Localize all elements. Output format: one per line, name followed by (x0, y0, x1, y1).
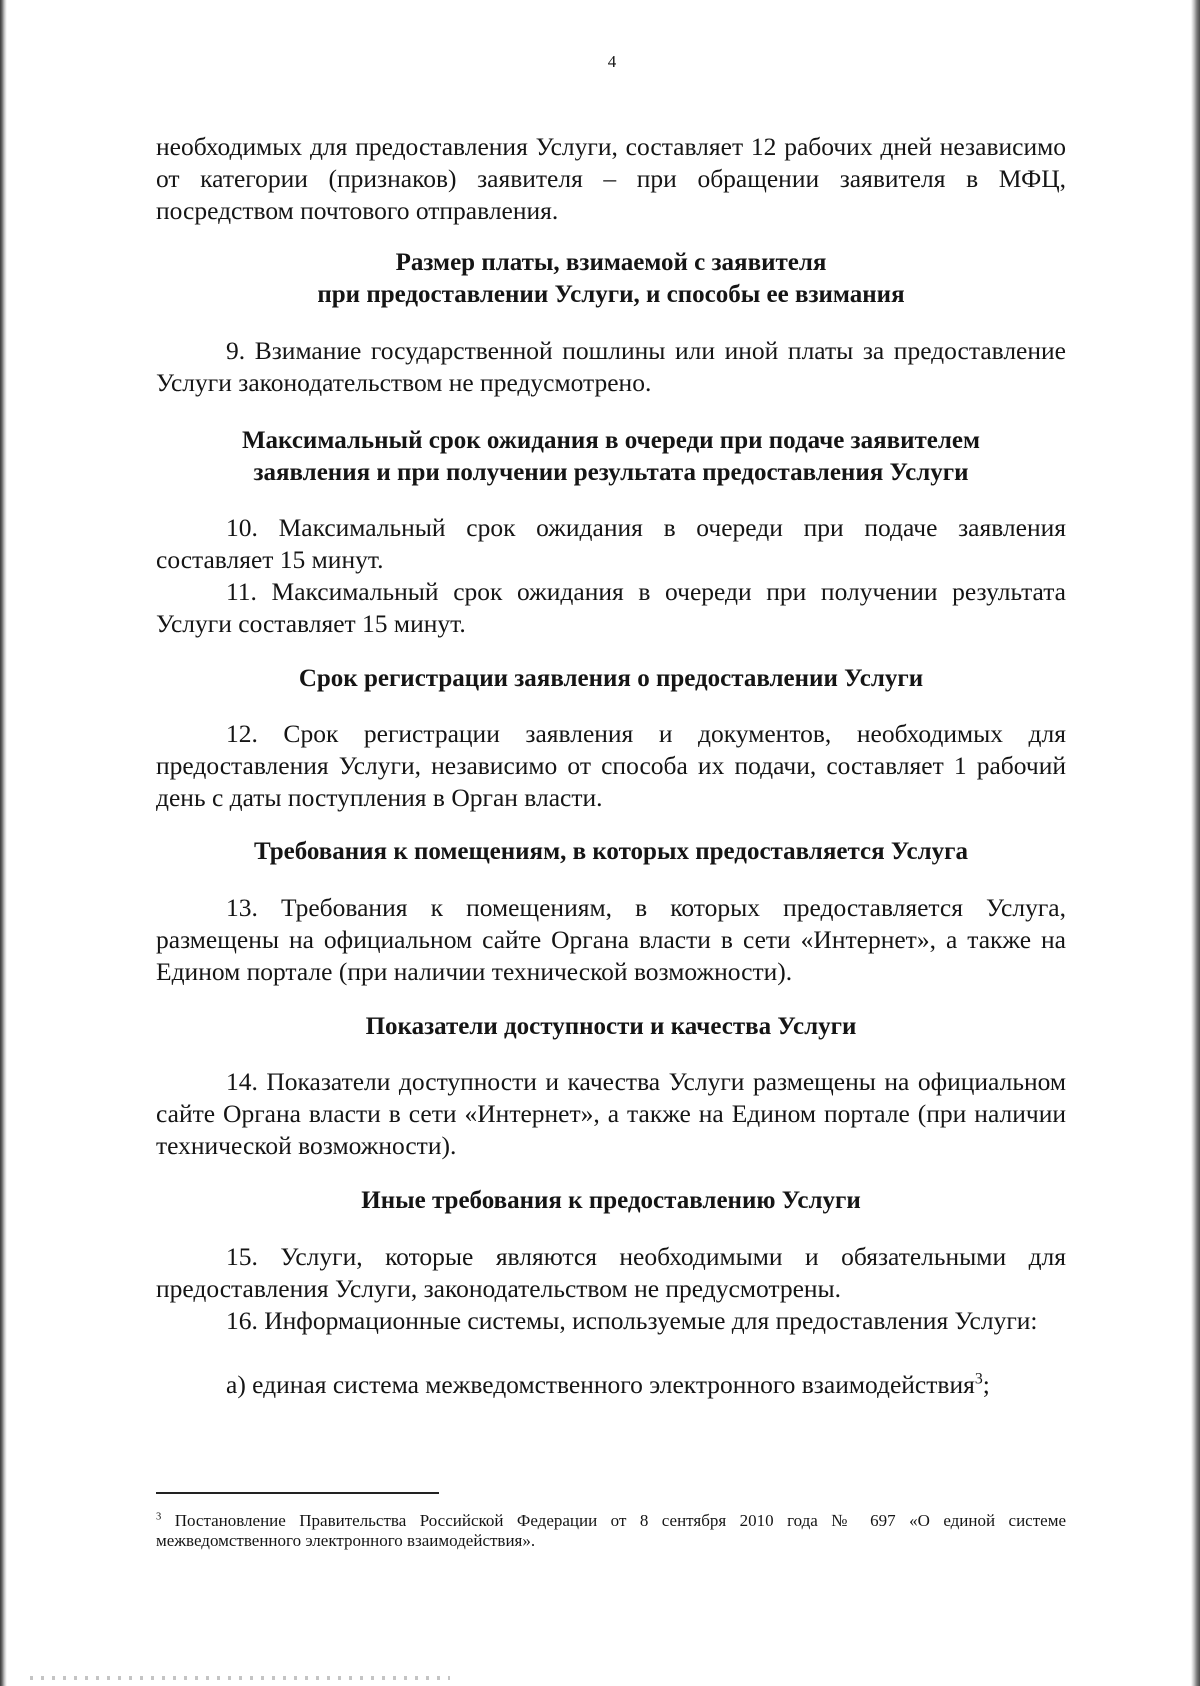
paragraph-12: 12. Срок регистрации заявления и документов, необходимых для предоставления Услуги, независимо от способа их подачи, составляет 1 рабочий день с даты поступления в Орган власти. (156, 719, 1066, 812)
paragraph-16a-end: ; (982, 1370, 990, 1399)
intro-paragraph: необходимых для предоставления Услуги, составляет 12 рабочих дней независимо от категории (признаков) заявителя – при обращении заявителя в МФЦ, посредством почтового отправления. (156, 132, 1066, 225)
paragraph-16: 16. Информационные системы, используемые для предоставления Услуги: (226, 1306, 1038, 1335)
footnote-separator (156, 1492, 439, 1494)
paragraph-13: 13. Требования к помещениям, в которых предоставляется Услуга, размещены на официальном сайте Органа власти в сети «Интернет», а также на Едином портале (при наличии технической возможности). (156, 893, 1066, 986)
footnote-text: Постановление Правительства Российской Федерации от 8 сентября 2010 года № 697 «О единой системе межведомственного электронного взаимодействия». (156, 1511, 1067, 1550)
scan-left-edge (0, 0, 7, 1686)
heading-accessibility: Показатели доступности и качества Услуги (365, 1013, 857, 1040)
heading-premises: Требования к помещениям, в которых предоставляется Услуга (253, 838, 969, 865)
scan-artifact (30, 1676, 450, 1680)
paragraph-16a-text: а) единая система межведомственного электронного взаимодействия (226, 1370, 975, 1399)
footnote-reference: 3 (974, 1370, 983, 1388)
heading-fee-line-2: при предоставлении Услуги, и способы ее взимания (317, 281, 905, 308)
paragraph-9: 9. Взимание государственной пошлины или иной платы за предоставление Услуги законодательством не предусмотрено. (156, 336, 1066, 397)
paragraph-16a (156, 1369, 1066, 1401)
footnote-marker: 3 (156, 1511, 162, 1523)
paragraph-15: 15. Услуги, которые являются необходимыми и обязательными для предоставления Услуги, законодательством не предусмотрены. (156, 1242, 1066, 1303)
heading-fee-line-1: Размер платы, взимаемой с заявителя (395, 249, 827, 276)
heading-queue-line-1: Максимальный срок ожидания в очереди при подаче заявителем (241, 427, 981, 454)
heading-other-requirements: Иные требования к предоставлению Услуги (361, 1187, 861, 1214)
paragraph-14: 14. Показатели доступности и качества Услуги размещены на официальном сайте Органа власти в сети «Интернет», а также на Едином портале (при наличии технической возможности). (156, 1067, 1066, 1160)
scan-right-edge (1191, 0, 1200, 1686)
paragraph-11: 11. Максимальный срок ожидания в очереди при получении результата Услуги составляет 15 минут. (156, 577, 1066, 638)
footnote (156, 1511, 1066, 1551)
page-number: 4 (607, 52, 617, 71)
paragraph-10: 10. Максимальный срок ожидания в очереди при подаче заявления составляет 15 минут. (156, 513, 1066, 574)
heading-queue-line-2: заявления и при получении результата предоставления Услуги (253, 459, 969, 486)
heading-registration: Срок регистрации заявления о предоставлении Услуги (298, 665, 924, 692)
